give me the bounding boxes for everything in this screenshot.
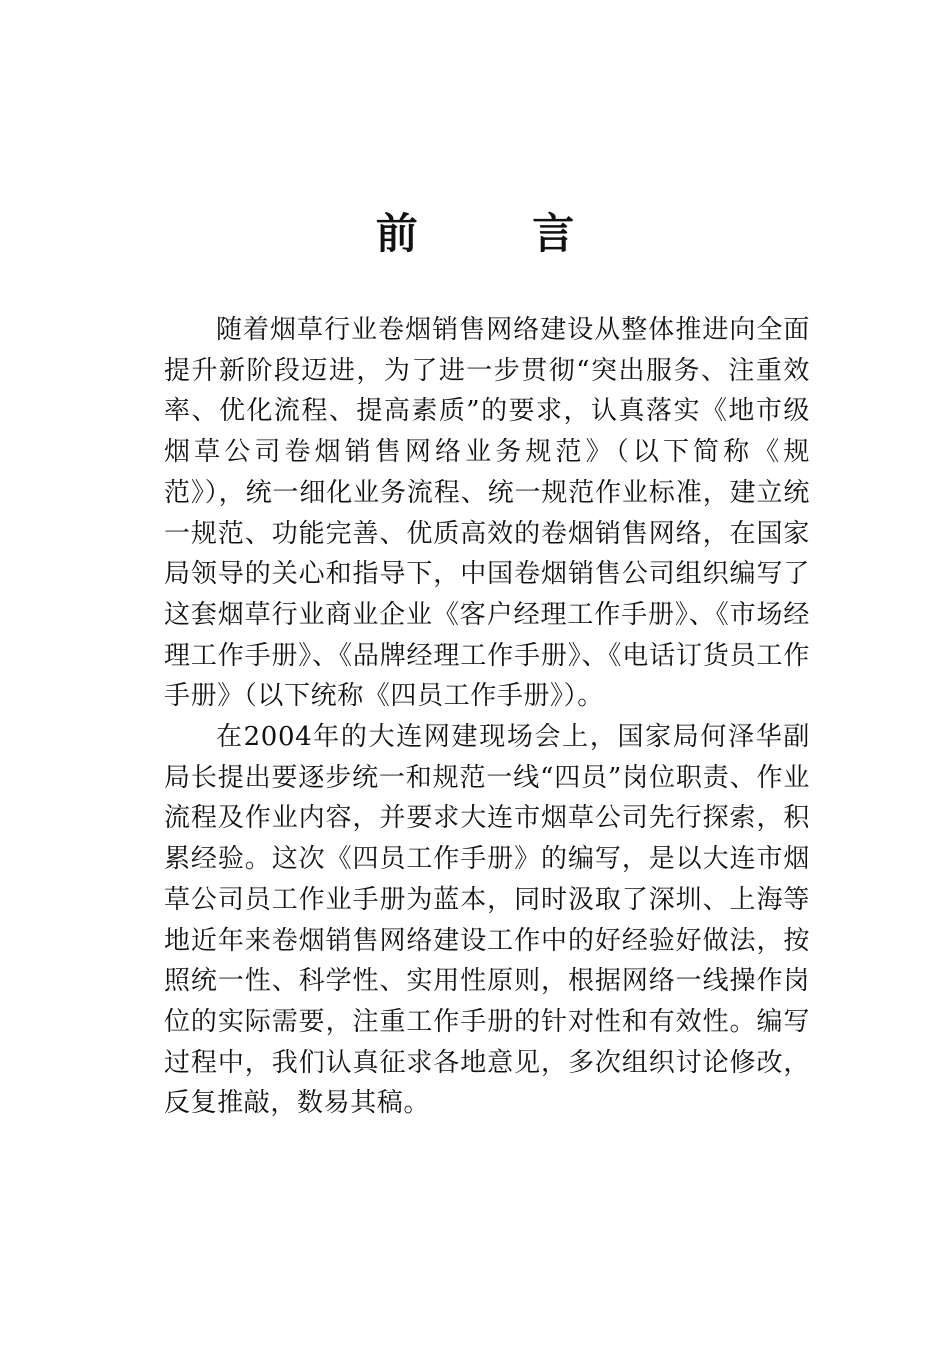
page-title: 前 言 bbox=[375, 209, 625, 258]
paragraph-1: 随着烟草行业卷烟销售网络建设从整体推进向全面提升新阶段迈进，为了进一步贯彻“突出服务、注重效率、优化流程、提高素质”的要求，认真落实《地市级烟草公司卷烟销售网络业务规范》（以下简称《规范》），统一细化业务流程、统一规范作业标准，建立统一规范、功能完善、优质高效的卷烟销售网络，在国家局领导的关心和指导下，中国卷烟销售公司组织编写了这套烟草行业商业企业《客户经理工作手册》、《市场经理工作手册》、《品牌经理工作手册》、《电话订货员工作手册》（以下统称《四员工作手册》）。 bbox=[164, 315, 810, 712]
paragraph-2: 在2004年的大连网建现场会上，国家局何泽华副局长提出要逐步统一和规范一线“四员”岗位职责、作业流程及作业内容，并要求大连市烟草公司先行探索，积累经验。这次《四员工作手册》的编写，是以大连市烟草公司员工作业手册为蓝本，同时汲取了深圳、上海等地近年来卷烟销售网络建设工作中的好经验好做法，按照统一性、科学性、实用性原则，根据网络一线操作岗位的实际需要，注重工作手册的针对性和有效性。编写过程中，我们认真征求各地意见，多次组织讨论修改，反复推敲，数易其稿。 bbox=[164, 722, 810, 1119]
body-text bbox=[164, 310, 810, 1124]
